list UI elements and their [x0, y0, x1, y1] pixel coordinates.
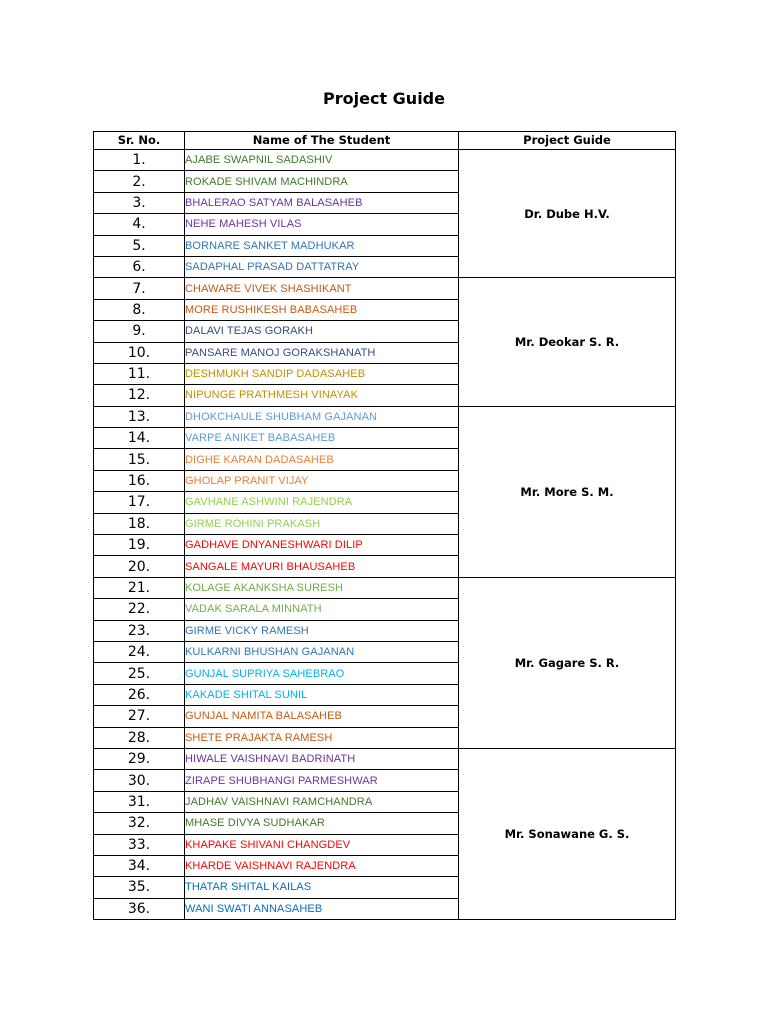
project-guide-name: Mr. Deokar S. R.: [459, 278, 676, 406]
student-name: WANI SWATI ANNASAHEB: [185, 898, 459, 919]
serial-number: 31.: [94, 791, 185, 812]
student-name: GUNJAL NAMITA BALASAHEB: [185, 706, 459, 727]
serial-number: 21.: [94, 577, 185, 598]
student-name: GIRME VICKY RAMESH: [185, 620, 459, 641]
table-body: [94, 150, 676, 920]
serial-number: 8.: [94, 299, 185, 320]
table-row: [94, 748, 676, 769]
serial-number: 36.: [94, 898, 185, 919]
project-guide-name: Mr. More S. M.: [459, 406, 676, 577]
serial-number: 12.: [94, 385, 185, 406]
student-name: ZIRAPE SHUBHANGI PARMESHWAR: [185, 770, 459, 791]
header-sr-no: Sr. No.: [94, 132, 185, 150]
student-name: VARPE ANIKET BABASAHEB: [185, 428, 459, 449]
student-name: SHETE PRAJAKTA RAMESH: [185, 727, 459, 748]
header-project-guide: Project Guide: [459, 132, 676, 150]
page-title: Project Guide: [323, 89, 445, 108]
student-name: KOLAGE AKANKSHA SURESH: [185, 577, 459, 598]
serial-number: 24.: [94, 641, 185, 662]
student-name: DHOKCHAULE SHUBHAM GAJANAN: [185, 406, 459, 427]
student-name: DALAVI TEJAS GORAKH: [185, 321, 459, 342]
serial-number: 20.: [94, 556, 185, 577]
serial-number: 10.: [94, 342, 185, 363]
serial-number: 1.: [94, 150, 185, 171]
serial-number: 25.: [94, 663, 185, 684]
student-name: KHARDE VAISHNAVI RAJENDRA: [185, 855, 459, 876]
serial-number: 35.: [94, 877, 185, 898]
student-name: KULKARNI BHUSHAN GAJANAN: [185, 641, 459, 662]
serial-number: 14.: [94, 428, 185, 449]
student-name: GADHAVE DNYANESHWARI DILIP: [185, 535, 459, 556]
student-name: KHAPAKE SHIVANI CHANGDEV: [185, 834, 459, 855]
student-name: NEHE MAHESH VILAS: [185, 214, 459, 235]
student-name: GAVHANE ASHWINI RAJENDRA: [185, 492, 459, 513]
student-name: SADAPHAL PRASAD DATTATRAY: [185, 256, 459, 277]
student-name: KAKADE SHITAL SUNIL: [185, 684, 459, 705]
project-guide-name: Dr. Dube H.V.: [459, 150, 676, 278]
serial-number: 5.: [94, 235, 185, 256]
serial-number: 3.: [94, 192, 185, 213]
serial-number: 11.: [94, 363, 185, 384]
student-name: NIPUNGE PRATHMESH VINAYAK: [185, 385, 459, 406]
table-row: [94, 577, 676, 598]
serial-number: 13.: [94, 406, 185, 427]
serial-number: 22.: [94, 599, 185, 620]
student-name: MORE RUSHIKESH BABASAHEB: [185, 299, 459, 320]
student-name: PANSARE MANOJ GORAKSHANATH: [185, 342, 459, 363]
serial-number: 6.: [94, 256, 185, 277]
serial-number: 34.: [94, 855, 185, 876]
student-name: BHALERAO SATYAM BALASAHEB: [185, 192, 459, 213]
student-name: AJABE SWAPNIL SADASHIV: [185, 150, 459, 171]
serial-number: 15.: [94, 449, 185, 470]
student-name: THATAR SHITAL KAILAS: [185, 877, 459, 898]
serial-number: 9.: [94, 321, 185, 342]
serial-number: 26.: [94, 684, 185, 705]
project-guide-name: Mr. Gagare S. R.: [459, 577, 676, 748]
serial-number: 28.: [94, 727, 185, 748]
table-row: [94, 278, 676, 299]
student-name: SANGALE MAYURI BHAUSAHEB: [185, 556, 459, 577]
serial-number: 19.: [94, 535, 185, 556]
project-guide-table: [93, 131, 676, 920]
table-row: [94, 406, 676, 427]
serial-number: 33.: [94, 834, 185, 855]
serial-number: 4.: [94, 214, 185, 235]
serial-number: 7.: [94, 278, 185, 299]
serial-number: 30.: [94, 770, 185, 791]
serial-number: 16.: [94, 470, 185, 491]
table-header-row: [94, 132, 676, 150]
student-name: VADAK SARALA MINNATH: [185, 599, 459, 620]
serial-number: 27.: [94, 706, 185, 727]
student-name: GHOLAP PRANIT VIJAY: [185, 470, 459, 491]
student-name: MHASE DIVYA SUDHAKAR: [185, 813, 459, 834]
serial-number: 18.: [94, 513, 185, 534]
project-guide-name: Mr. Sonawane G. S.: [459, 748, 676, 919]
serial-number: 23.: [94, 620, 185, 641]
table-row: [94, 150, 676, 171]
student-name: JADHAV VAISHNAVI RAMCHANDRA: [185, 791, 459, 812]
header-student-name: Name of The Student: [185, 132, 459, 150]
student-name: DESHMUKH SANDIP DADASAHEB: [185, 363, 459, 384]
student-name: BORNARE SANKET MADHUKAR: [185, 235, 459, 256]
serial-number: 32.: [94, 813, 185, 834]
serial-number: 29.: [94, 748, 185, 769]
serial-number: 17.: [94, 492, 185, 513]
student-name: DIGHE KARAN DADASAHEB: [185, 449, 459, 470]
student-name: GUNJAL SUPRIYA SAHEBRAO: [185, 663, 459, 684]
student-name: ROKADE SHIVAM MACHINDRA: [185, 171, 459, 192]
serial-number: 2.: [94, 171, 185, 192]
student-name: CHAWARE VIVEK SHASHIKANT: [185, 278, 459, 299]
student-name: GIRME ROHINI PRAKASH: [185, 513, 459, 534]
student-name: HIWALE VAISHNAVI BADRINATH: [185, 748, 459, 769]
